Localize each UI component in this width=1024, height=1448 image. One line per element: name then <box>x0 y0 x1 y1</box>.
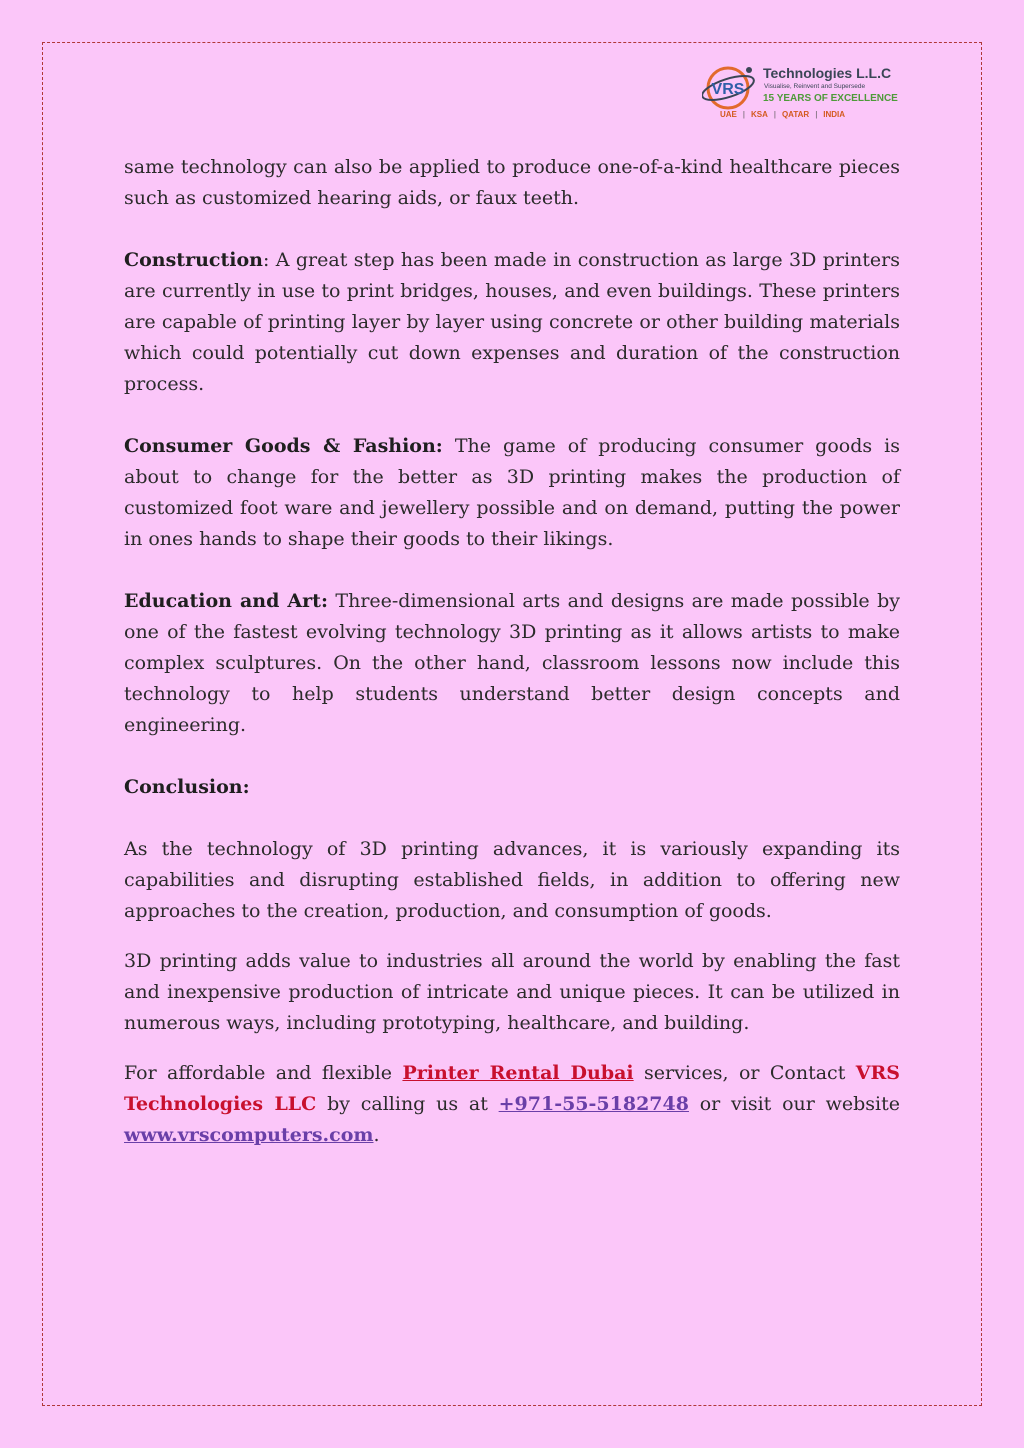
intro-paragraph: same technology can also be applied to produce one-of-a-kind healthcare pieces such as customized hearing aids, or faux teeth. <box>124 156 900 209</box>
region-separator: | <box>815 110 818 119</box>
section-heading-consumer-goods: Consumer Goods & Fashion: <box>124 435 443 457</box>
conclusion-heading <box>124 772 900 803</box>
company-name: VRS Technologies LLC <box>124 1062 900 1115</box>
section-heading-education-art: Education and Art: <box>124 590 328 612</box>
region-ksa: KSA <box>750 110 768 119</box>
region-separator: | <box>742 110 745 119</box>
cta-text: For affordable and flexible <box>124 1062 403 1084</box>
section-body-education-art: Three-dimensional arts and designs are made possible by one of the fastest evolving technology 3D printing as it allows artists to make complex sculptures. On the other hand, classroom lessons now include this technology to help students understand better design concepts and engineering. <box>124 590 900 736</box>
region-uae: UAE <box>720 110 737 119</box>
section-heading-construction: Construction <box>124 249 263 271</box>
cta-text: . <box>373 1124 380 1146</box>
section-education-art <box>124 586 900 741</box>
company-logo[interactable] <box>702 60 902 124</box>
cta-text: or visit our website <box>688 1093 900 1115</box>
article-body <box>124 152 900 1151</box>
cta-text: services, or Contact <box>633 1062 856 1084</box>
logo-tagline: Visualise, Reinvent and Supersede <box>764 83 866 90</box>
region-qatar: QATAR <box>781 110 810 119</box>
section-consumer-goods <box>124 431 900 555</box>
conclusion-heading-text: Conclusion: <box>124 776 250 798</box>
section-construction <box>124 245 900 400</box>
conclusion-paragraph-2: 3D printing adds value to industries all around the world by enabling the fast and inexpensive production of intricate and unique pieces. It can be utilized in numerous ways, including prototyping, healthcare, and building. <box>124 950 900 1034</box>
svg-text:VRS: VRS <box>711 81 745 98</box>
printer-rental-dubai-link[interactable]: Printer Rental Dubai <box>402 1062 634 1084</box>
conclusion-paragraph-1: As the technology of 3D printing advances, it is variously expanding its capabilities and disrupting established fields, in addition to offering new approaches to the creation, production, and consumption of goods. <box>124 838 900 922</box>
heading-separator: : <box>262 249 270 271</box>
logo-excellence: 15 YEARS OF EXCELLENCE <box>763 93 898 104</box>
website-link[interactable]: www.vrscomputers.com <box>124 1124 374 1146</box>
logo-company-name: Technologies L.L.C <box>763 65 892 81</box>
logo-regions <box>720 110 845 119</box>
cta-text: by calling us at <box>316 1093 499 1115</box>
region-india: INDIA <box>823 110 846 119</box>
cta-paragraph <box>124 1058 900 1151</box>
section-body-construction: A great step has been made in construction as large 3D printers are currently in use to print bridges, houses, and even buildings. These printers are capable of printing layer by layer using concrete or other building materials which could potentially cut down expenses and duration of the construction process. <box>124 249 900 395</box>
region-separator: | <box>773 110 776 119</box>
vrs-globe-icon <box>702 64 760 110</box>
phone-link[interactable]: +971-55-5182748 <box>498 1093 689 1115</box>
section-body-consumer-goods: The game of producing consumer goods is about to change for the better as 3D printing makes the production of customized foot ware and jewellery possible and on demand, putting the power in ones hands to shape their goods to their likings. <box>124 435 900 550</box>
